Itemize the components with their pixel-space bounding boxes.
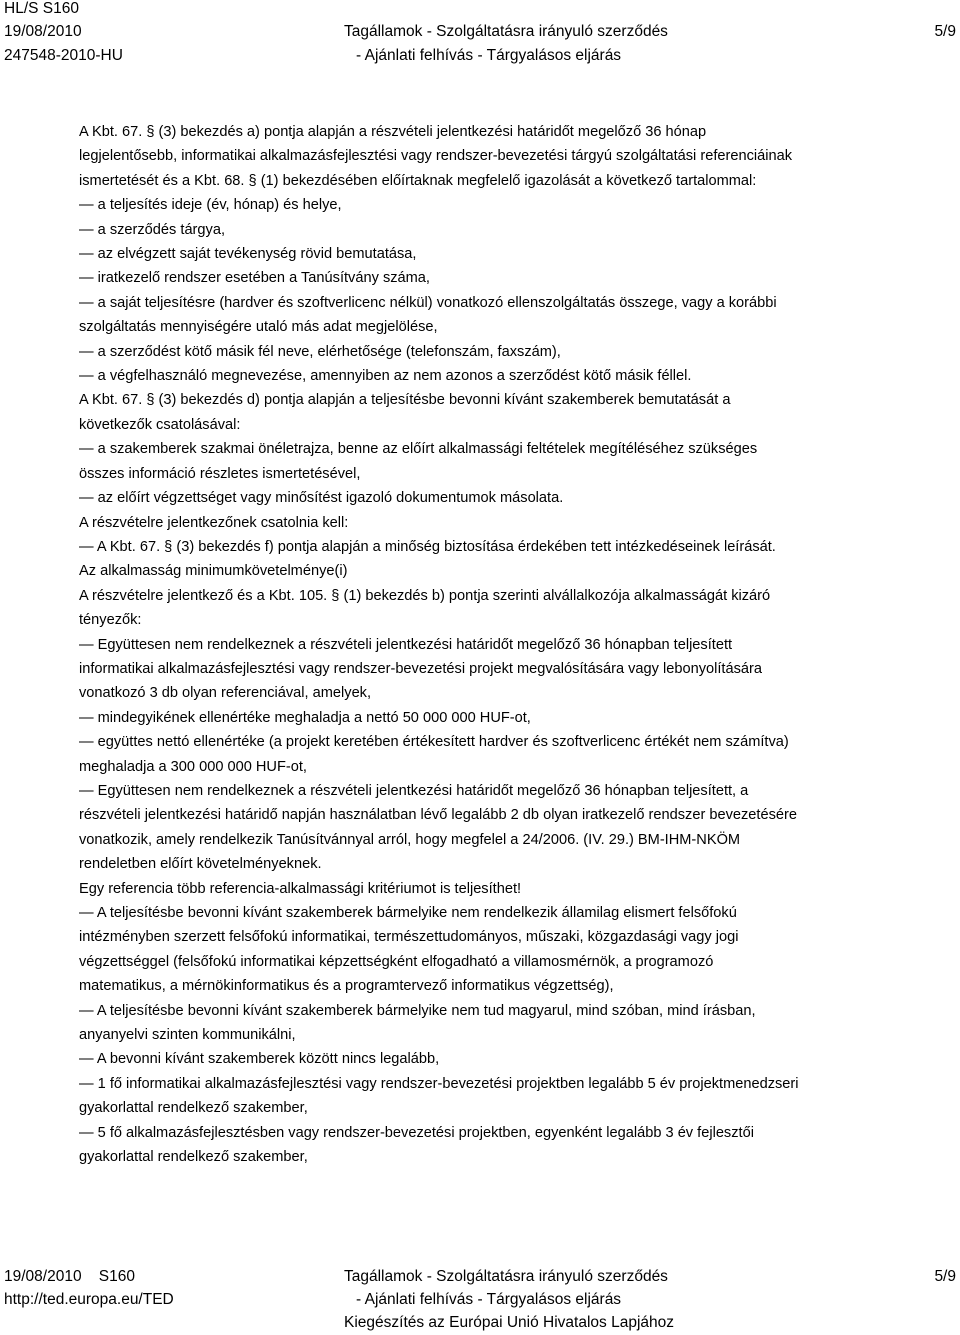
text-line: rendeletben előírt követelményeknek. [79, 856, 322, 873]
text-line: — az előírt végzettséget vagy minősítést igazoló dokumentumok másolata. [79, 490, 564, 507]
text-line: — a teljesítés ideje (év, hónap) és helye, [79, 197, 342, 214]
text-line: vonatkozó 3 db olyan referenciával, amelyek, [79, 685, 372, 702]
text-line: A Kbt. 67. § (3) bekezdés a) pontja alapján a részvételi jelentkezési határidőt megelőző 36 hónap [79, 124, 707, 140]
text-line: vonatkozik, amely rendelkezik Tanúsítvánnyal arról, hogy megfelel a 24/2006. (IV. 29.) BM-IHM-NKÖM [79, 831, 741, 848]
header-title-line2: - Ajánlati felhívás - Tárgyalásos eljárás [356, 47, 622, 64]
footer-title-line2: - Ajánlati felhívás - Tárgyalásos eljárás [356, 1291, 622, 1308]
footer-url[interactable]: http://ted.europa.eu/TED [4, 1291, 174, 1308]
document-body [79, 120, 957, 1169]
notice-id: 247548-2010-HU [4, 47, 123, 64]
text-line: A részvételre jelentkezőnek csatolnia kell: [79, 514, 349, 531]
text-line: — mindegyikének ellenértéke meghaladja a nettó 50 000 000 HUF-ot, [79, 709, 531, 726]
text-line: A részvételre jelentkező és a Kbt. 105. § (1) bekezdés b) pontja szerinti alvállalkozója alkalmasságát kizáró [79, 587, 771, 604]
text-line: tényezők: [79, 612, 142, 629]
text-line: ismertetését és a Kbt. 68. § (1) bekezdésében előírtaknak megfelelő igazolását a következő tartalommal: [79, 172, 757, 189]
text-line: — az elvégzett saját tevékenység rövid bemutatása, [79, 246, 417, 263]
text-line: Az alkalmasság minimumkövetelménye(i) [79, 563, 348, 580]
text-line: — A bevonni kívánt szakemberek között nincs legalább, [79, 1051, 440, 1068]
text-line: — A Kbt. 67. § (3) bekezdés f) pontja alapján a minőség biztosítása érdekében tett intézkedéseinek leírását. [79, 538, 776, 555]
header-title-line1: Tagállamok - Szolgáltatásra irányuló szerződés [344, 23, 668, 40]
text-line: összes információ részletes ismertetésével, [79, 465, 361, 482]
text-line: Egy referencia több referencia-alkalmassági kritériumot is teljesíthet! [79, 880, 522, 897]
text-line: meghaladja a 300 000 000 HUF-ot, [79, 758, 307, 775]
text-line: — 5 fő alkalmazásfejlesztésben vagy rendszer-bevezetési projektben, egyenként legalább 3 év fejlesztői [79, 1124, 754, 1141]
text-line: informatikai alkalmazásfejlesztési vagy rendszer-bevezetési projekt megvalósítására vagy lebonyolítására [79, 660, 762, 677]
footer-date-code: 19/08/2010 S160 [4, 1268, 136, 1285]
footer-title-line3: Kiegészítés az Európai Unió Hivatalos Lapjához [344, 1314, 674, 1331]
footer-page-number: 5/9 [934, 1268, 956, 1285]
text-line: — a szerződés tárgya, [79, 221, 226, 238]
text-line: gyakorlattal rendelkező szakember, [79, 1149, 308, 1166]
text-line: következők csatolásával: [79, 416, 241, 433]
text-line: matematikus, a mérnökinformatikus és a programtervező informatikus végzettség), [79, 978, 614, 995]
text-line: — A teljesítésbe bevonni kívánt szakemberek bármelyike nem tud magyarul, mind szóban, mind írásban, [79, 1002, 756, 1019]
text-line: részvételi jelentkezési határidő napján használatban lévő legalább 2 db olyan iratkezelő rendszer bevezetésére [79, 807, 797, 824]
footer-title-line1: Tagállamok - Szolgáltatásra irányuló szerződés [344, 1268, 668, 1285]
text-line: intézményben szerzett felsőfokú informatikai, természettudományos, műszaki, közgazdasági vagy jogi [79, 929, 739, 946]
text-line: szolgáltatás mennyiségére utaló más adat megjelölése, [79, 319, 438, 336]
text-line: — Együttesen nem rendelkeznek a részvételi jelentkezési határidőt megelőző 36 hónapban teljesített, a [79, 782, 749, 799]
text-line: — 1 fő informatikai alkalmazásfejlesztési vagy rendszer-bevezetési projektben legalább 5 év projektmenedzseri [79, 1075, 799, 1092]
text-line: gyakorlattal rendelkező szakember, [79, 1100, 308, 1117]
text-line: — A teljesítésbe bevonni kívánt szakemberek bármelyike nem rendelkezik államilag elismert felsőfokú [79, 905, 737, 921]
text-line: — a szakemberek szakmai önéletrajza, benne az előírt alkalmassági feltételek megítéléséhez szükséges [79, 441, 758, 458]
header-date: 19/08/2010 [4, 23, 82, 40]
text-line: — a saját teljesítésre (hardver és szoftverlicenc nélkül) vonatkozó ellenszolgáltatás összege, vagy a korábbi [79, 294, 777, 311]
header-page-number: 5/9 [934, 23, 956, 40]
text-line: A Kbt. 67. § (3) bekezdés d) pontja alapján a teljesítésbe bevonni kívánt szakemberek bemutatását a [79, 392, 731, 409]
text-line: anyanyelvi szinten kommunikálni, [79, 1027, 296, 1044]
text-line: végzettséggel (felsőfokú informatikai képzettségként elfogadható a villamosmérnök, a programozó [79, 953, 714, 970]
text-line: — a végfelhasználó megnevezése, amennyiben az nem azonos a szerződést kötő másik féllel. [79, 368, 692, 385]
text-line: — Együttesen nem rendelkeznek a részvételi jelentkezési határidőt megelőző 36 hónapban teljesített [79, 636, 733, 653]
text-line: — együttes nettó ellenértéke (a projekt keretében értékesített hardver és szoftverlicenc értékét nem számítva) [79, 734, 789, 751]
text-line: — a szerződést kötő másik fél neve, elérhetősége (telefonszám, faxszám), [79, 343, 561, 360]
text-line: — iratkezelő rendszer esetében a Tanúsítvány száma, [79, 270, 430, 287]
doc-code: HL/S S160 [4, 0, 79, 17]
text-line: legjelentősebb, informatikai alkalmazásfejlesztési vagy rendszer-bevezetési tárgyú szolgáltatási referenciáinak [79, 148, 793, 165]
